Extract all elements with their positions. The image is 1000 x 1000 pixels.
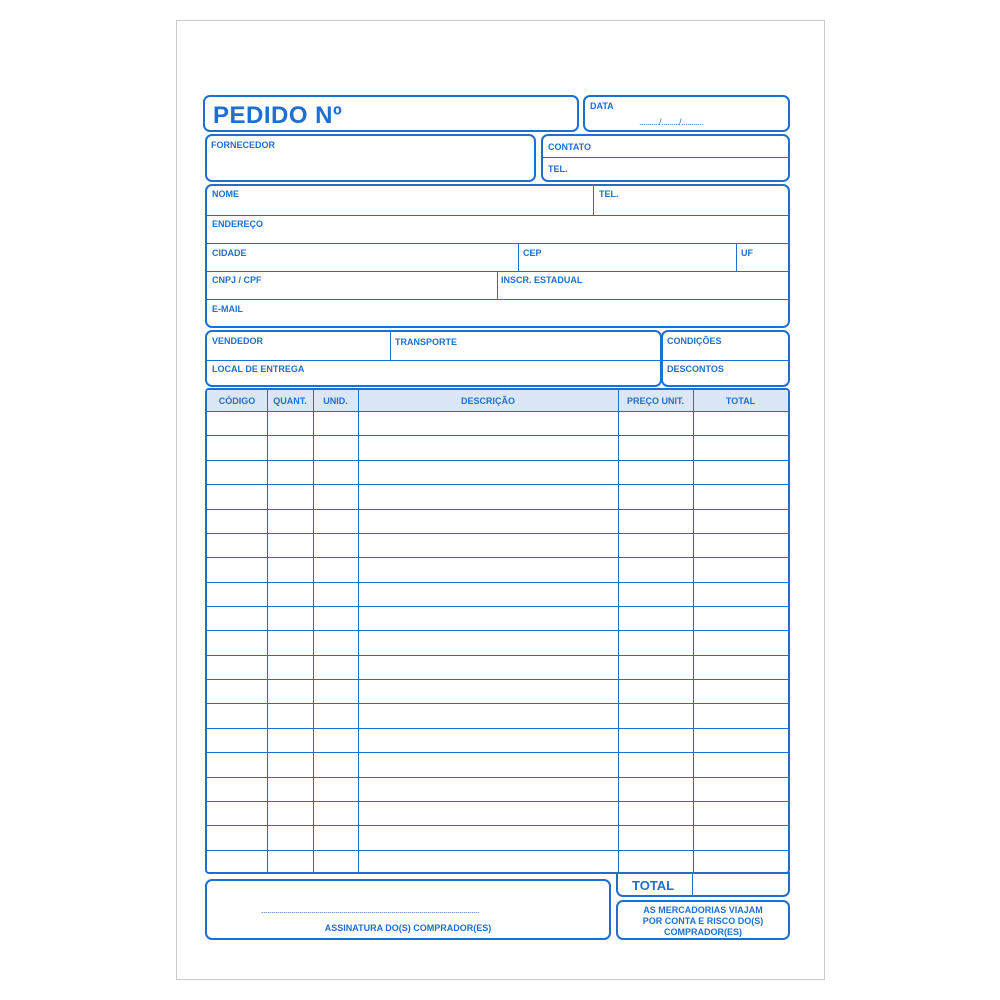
table-row (207, 703, 788, 704)
conditions-label: CONDIÇÕES (667, 336, 722, 346)
header-divider (207, 411, 788, 412)
date-field[interactable]: ........../........./........... (639, 117, 704, 127)
risk-note (618, 905, 788, 938)
grand-total-label: TOTAL (632, 878, 675, 893)
supplier-box (205, 134, 536, 182)
name-label: NOME (212, 189, 239, 199)
contact-box (541, 134, 790, 182)
zip-label: CEP (523, 248, 542, 258)
divider (663, 360, 788, 361)
table-row (207, 801, 788, 802)
signature-line[interactable]: ............................................................................................................. (261, 905, 480, 915)
divider (692, 874, 693, 895)
date-label: DATA (590, 101, 614, 111)
supplier-label: FORNECEDOR (211, 140, 276, 150)
table-row (207, 777, 788, 778)
table-row (207, 460, 788, 461)
table-row (207, 728, 788, 729)
discounts-label: DESCONTOS (667, 364, 724, 374)
header-description: DESCRIÇÃO (460, 395, 515, 406)
contact-tel-label: TEL. (548, 164, 568, 174)
table-row (207, 533, 788, 534)
order-title: PEDIDO Nº (213, 102, 343, 129)
conditions-box (661, 330, 790, 387)
tax-id-label: CNPJ / CPF (212, 275, 262, 285)
divider (207, 243, 788, 244)
order-number-box (203, 95, 579, 132)
tel-label: TEL. (599, 189, 619, 199)
risk-note-line-1: AS MERCADORIAS VIAJAM (643, 905, 763, 915)
table-row (207, 850, 788, 851)
table-row (207, 557, 788, 558)
header-quantity: QUANT. (273, 395, 307, 406)
divider (593, 186, 594, 215)
divider (207, 299, 788, 300)
table-row (207, 509, 788, 510)
divider (390, 332, 391, 360)
header-total: TOTAL (725, 395, 756, 406)
city-label: CIDADE (212, 248, 247, 258)
divider (736, 243, 737, 271)
divider (543, 157, 788, 158)
risk-note-line-3: COMPRADOR(ES) (664, 927, 742, 937)
risk-note-line-2: POR CONTA E RISCO DO(S) (642, 916, 764, 926)
signature-box (205, 879, 611, 940)
risk-note-box (616, 900, 790, 940)
divider (518, 243, 519, 271)
delivery-label: LOCAL DE ENTREGA (212, 364, 305, 374)
customer-box (205, 184, 790, 328)
table-row (207, 655, 788, 656)
table-row (207, 582, 788, 583)
email-label: E-MAIL (212, 304, 243, 314)
header-code: CÓDIGO (218, 395, 256, 406)
divider (207, 215, 788, 216)
seller-label: VENDEDOR (212, 336, 264, 346)
divider (207, 360, 660, 361)
table-row (207, 630, 788, 631)
table-row (207, 679, 788, 680)
state-reg-label: INSCR. ESTADUAL (501, 275, 583, 285)
table-row (207, 435, 788, 436)
sales-box (205, 330, 662, 387)
signature-label: ASSINATURA DO(S) COMPRADOR(ES) (324, 923, 492, 933)
divider (497, 271, 498, 299)
table-row (207, 606, 788, 607)
header-unit-price: PREÇO UNIT. (626, 395, 684, 406)
date-box (583, 95, 790, 132)
contact-label: CONTATO (548, 142, 591, 152)
state-label: UF (741, 248, 753, 258)
table-row (207, 825, 788, 826)
items-table (205, 388, 790, 874)
address-label: ENDEREÇO (212, 219, 264, 229)
transport-label: TRANSPORTE (395, 337, 458, 347)
table-row (207, 484, 788, 485)
table-row (207, 752, 788, 753)
header-unit: UNID. (323, 395, 348, 406)
grand-total-box (616, 872, 790, 897)
